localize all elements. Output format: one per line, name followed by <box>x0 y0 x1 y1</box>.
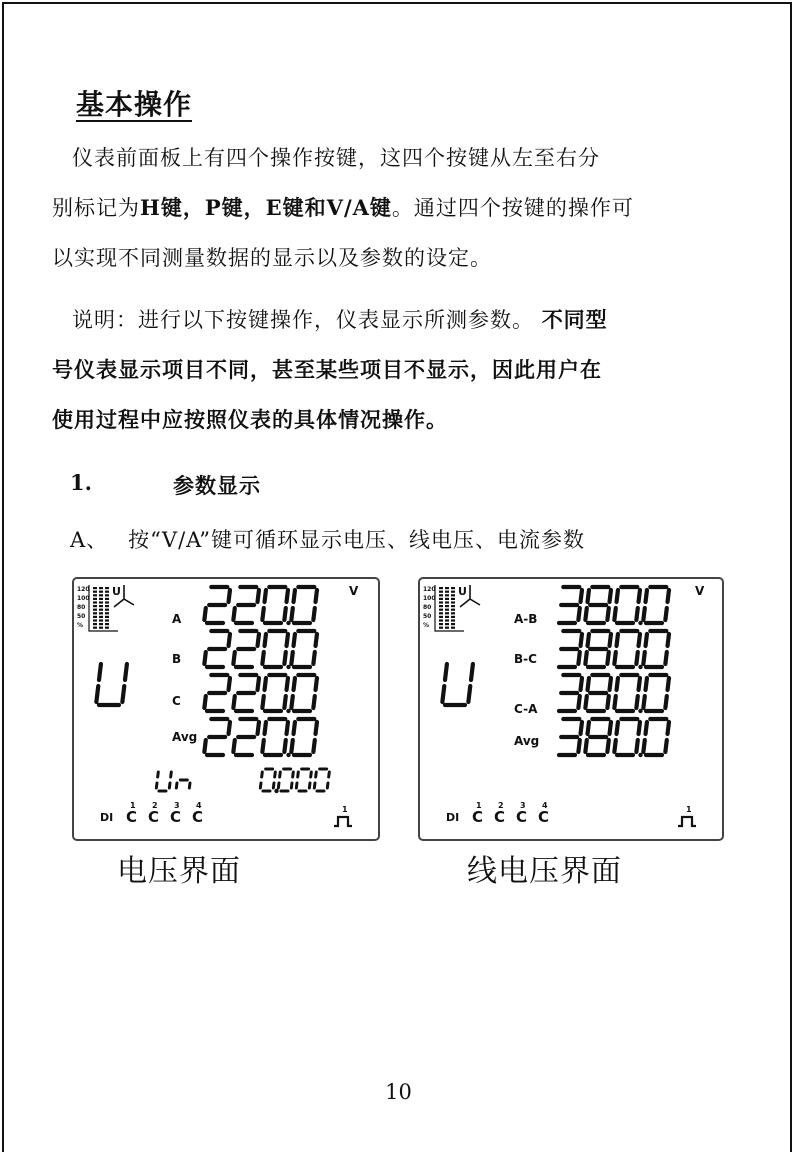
intro-line-2-post: 。通过四个按键的操作可 <box>391 196 634 220</box>
di-contact-icon: C <box>516 808 528 826</box>
page-heading: 基本操作 <box>76 88 193 121</box>
di-contact-icon: C <box>494 808 506 826</box>
section-number: 1. <box>70 470 92 495</box>
row-value-3 <box>204 719 317 757</box>
phase-symbol-icon <box>458 585 480 607</box>
row-label-0: A <box>172 612 182 626</box>
di-channel-number: 2 <box>152 801 158 810</box>
di-contact-icon: C <box>472 808 484 826</box>
mode-symbol-u <box>442 664 473 705</box>
caption-line-voltage: 线电压界面 <box>467 854 622 889</box>
item-a-marker: A、 <box>70 528 109 552</box>
row-value-0 <box>559 587 669 625</box>
section-title: 参数显示 <box>173 473 261 498</box>
pulse-channel-number: 1 <box>686 805 692 814</box>
lcd-voltage-graphic <box>74 579 378 839</box>
page-number: 10 <box>385 1080 412 1104</box>
un-symbol-u <box>156 772 171 791</box>
bargraph-scale-label: % <box>77 622 84 629</box>
lcd-line-voltage-screen <box>418 577 724 841</box>
note-paragraph <box>52 295 742 445</box>
row-label-0: A-B <box>514 612 538 626</box>
row-label-1: B <box>172 652 182 666</box>
di-channel-number: 3 <box>520 801 526 810</box>
intro-line-2-pre: 别标记为 <box>52 196 140 220</box>
di-contact-icon: C <box>192 808 204 826</box>
di-channel-number: 2 <box>498 801 504 810</box>
di-channel-number: 4 <box>196 801 202 810</box>
bargraph-scale-label: 80 <box>77 604 86 611</box>
bargraph-scale-label: 100 <box>423 595 436 602</box>
di-contact-icon: C <box>148 808 160 826</box>
bargraph-scale-label: 100 <box>77 595 90 602</box>
svg-text:U: U <box>458 585 467 598</box>
unit-label: V <box>695 584 705 598</box>
intro-line-1: 仪表前面板上有四个操作按键，这四个按键从左至右分 <box>72 146 600 170</box>
mode-symbol-u <box>96 664 127 705</box>
intro-paragraph <box>52 133 742 283</box>
note-bold-1: 不同型 <box>541 307 608 332</box>
di-channel-number: 1 <box>476 801 482 810</box>
row-label-2: C <box>172 694 181 708</box>
bargraph-scale-label: 50 <box>423 613 432 620</box>
intro-line-3: 以实现不同测量数据的显示以及参数的设定。 <box>52 246 492 270</box>
caption-voltage: 电压界面 <box>117 854 241 889</box>
row-label-3: Avg <box>514 734 540 748</box>
note-bold-3: 使用过程中应按照仪表的具体情况操作。 <box>52 407 448 432</box>
row-value-2 <box>559 675 669 713</box>
row-label-2: C-A <box>514 702 538 716</box>
note-normal-text: 说明：进行以下按键操作，仪表显示所测参数。 <box>72 308 534 332</box>
row-value-0 <box>204 587 317 625</box>
item-a <box>70 524 585 554</box>
key-h-label: H键， <box>140 195 205 220</box>
di-channel-number: 4 <box>542 801 548 810</box>
di-channel-number: 1 <box>130 801 136 810</box>
row-value-3 <box>559 719 669 757</box>
pulse-output-icon <box>678 817 696 826</box>
unit-label: V <box>349 584 359 598</box>
bargraph-scale-label: 120 <box>423 586 436 593</box>
bargraph-scale-label: % <box>423 622 430 629</box>
row-value-2 <box>204 675 317 713</box>
key-p-label: P键， <box>204 195 266 220</box>
row-value-1 <box>204 631 317 669</box>
row-label-3: Avg <box>172 730 198 744</box>
key-e-label: E键和 <box>265 195 327 220</box>
di-label: DI <box>446 811 460 824</box>
di-contact-icon: C <box>170 808 182 826</box>
note-bold-2: 号仪表显示项目不同，甚至某些项目不显示，因此用户在 <box>52 357 602 382</box>
di-channel-number: 3 <box>174 801 180 810</box>
di-contact-icon: C <box>538 808 550 826</box>
item-a-text: 按“V/A”键可循环显示电压、线电压、电流参数 <box>128 528 585 552</box>
pulse-output-icon <box>334 817 352 826</box>
row-value-1 <box>559 631 669 669</box>
row-label-1: B-C <box>514 652 537 666</box>
phase-symbol-icon <box>112 585 134 607</box>
pulse-channel-number: 1 <box>342 805 348 814</box>
bargraph-scale-label: 120 <box>77 586 90 593</box>
lcd-voltage-screen <box>72 577 380 841</box>
bargraph-scale-label: 50 <box>77 613 86 620</box>
un-value <box>260 769 329 793</box>
key-va-label: V/A键 <box>326 195 392 220</box>
un-symbol-n <box>176 780 190 788</box>
svg-text:U: U <box>112 585 121 598</box>
lcd-line-voltage-graphic <box>420 579 722 839</box>
di-contact-icon: C <box>126 808 138 826</box>
bargraph-scale-label: 80 <box>423 604 432 611</box>
di-label: DI <box>100 811 114 824</box>
